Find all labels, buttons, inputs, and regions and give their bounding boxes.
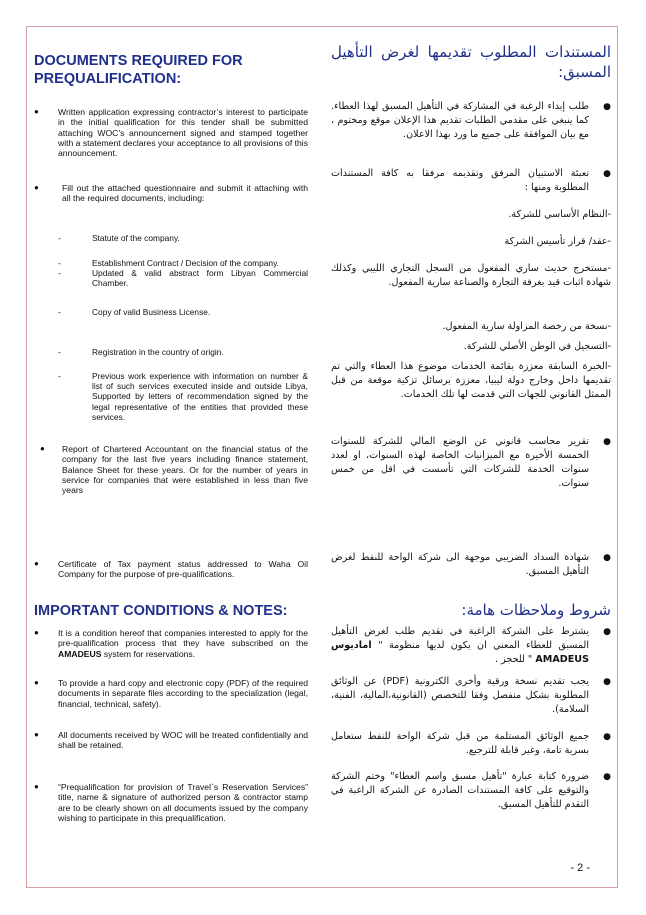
bullet-icon: ● <box>34 730 39 739</box>
ar-sub-license: -نسخة من رخصة المزاولة سارية المفعول. <box>442 321 611 332</box>
en-bullet-accountant: ● Report of Chartered Accountant on the financial status of the company for the last five years including finance statement, Balance Sheet for these years. Or for the number of years in service for companies that were established in less than five years <box>40 444 308 496</box>
ar-note-amadeus: ● يشترط على الشركة الراغبة في تقديم طلب لغرض التأهيل المسبق للعطاء المعني ان يكون لديها منظومة " اماديوس AMADEUS " للحجز . <box>331 626 611 665</box>
heading-important-conditions: IMPORTANT CONDITIONS & NOTES: <box>34 603 288 619</box>
en-sub-chamber: - Updated & valid abstract form Libyan Commercial Chamber. <box>58 268 308 289</box>
en-note-copies: ● To provide a hard copy and electronic copy (PDF) of the required documents in separate files according to the specialization (legal, financial, technical, safety). <box>34 678 308 709</box>
en-sub-statute: - Statute of the company. <box>58 233 180 243</box>
ar-bullet-application: ● طلب إبداء الرغبة في المشاركة في التأهيل المسبق لهذا العطاء. كما ينبغي على مقدمي الطلبات تقديم هذا الإعلان موقع ومختوم ، مع بيان الموافقة على جميع ما ورد بهذا الاعلان. <box>331 101 611 140</box>
bullet-icon: ● <box>34 559 39 568</box>
en-sub-experience: - Previous work experience with information on number & list of such services executed inside and outside Libya, Supported by letters of recommendation signed by the legal representative of the entities that provided these services. <box>58 371 308 422</box>
en-sub-license: - Copy of valid Business License. <box>58 307 211 317</box>
bullet-icon: ● <box>34 678 39 687</box>
bullet-icon: ● <box>40 444 45 453</box>
bullet-icon: ● <box>603 169 611 179</box>
bullet-icon: ● <box>34 107 39 116</box>
bullet-icon: ● <box>34 782 39 791</box>
en-note-amadeus: ● It is a condition hereof that companies interested to apply for the pre-qualification process that they have subscribed on the AMADEUS system for reservations. <box>34 628 308 659</box>
bullet-icon: ● <box>603 437 611 447</box>
bullet-icon: ● <box>603 732 611 742</box>
bullet-icon: ● <box>603 772 611 782</box>
en-note-confidential: ● All documents received by WOC will be treated confidentially and shall be retained. <box>34 730 308 751</box>
ar-note-title-stamp: ● ضرورة كتابة عبارة "تأهيل مسبق واسم العطاء" وختم الشركة والتوقيع على كافة المستندات الصادرة عن الشركة الراغبة في التقدم للتأهيل المسبق. <box>331 771 611 810</box>
ar-bullet-accountant: ● تقرير محاسب قانوني عن الوضع المالي للشركة للسنوات الخمسة الأخيرة مع الميزانيات الخاصة لهذه السنوات، او لعدد سنوات الخدمة للشركات التي تأسست في اقل من خمس سنوات. <box>331 436 611 489</box>
en-note-title-stamp: ● “Prequalification for provision of Travel`s Reservation Services” title, name & signature of authorized person & contractor stamp are to be clearly shown on all documents issued by the company wishing to participate in this prequalification. <box>34 782 308 823</box>
bullet-icon: ● <box>603 627 611 637</box>
en-bullet-application: ● Written application expressing contractor’s interest to participate in the initial qualification for this tender shall be submitted attaching WOC’s announcement signed and stamped together with a statement declares your acceptance to all provisions of this announcement. <box>34 107 308 159</box>
en-sub-registration: - Registration in the country of origin. <box>58 347 224 357</box>
bullet-icon: ● <box>603 553 611 563</box>
ar-sub-chamber: -مستخرج حديث ساري المفعول من السجل التجاري الليبي وكذلك شهادة اثبات قيد بغرفة التجارة والصناعة سارية المفعول. <box>331 263 611 288</box>
bullet-icon: ● <box>603 677 611 687</box>
en-bullet-tax: ● Certificate of Tax payment status addressed to Waha Oil Company for the purpose of pre-qualifications. <box>34 559 308 580</box>
page-number: - 2 - <box>570 862 590 874</box>
ar-note-confidential: ● جميع الوثائق المستلمة من قبل شركة الواحة للنفط ستعامل بسرية تامة، وغير قابلة للترجيع. <box>331 731 611 756</box>
en-bullet-questionnaire: ● Fill out the attached questionnaire and submit it attaching with all the required documents, including: <box>34 183 308 204</box>
ar-heading-documents-required: المستندات المطلوب تقديمها لغرض التأهيل المسبق: <box>331 43 611 81</box>
ar-sub-statute: -النظام الأساسي للشركة. <box>508 209 611 220</box>
bullet-icon: ● <box>34 628 39 637</box>
en-sub-establishment: - Establishment Contract / Decision of the company. <box>58 258 279 268</box>
bullet-icon: ● <box>603 102 611 112</box>
ar-bullet-questionnaire: ● تعبئة الاستبيان المرفق وتقديمه مرفقا به كافة المستندات المطلوبة ومنها : <box>331 168 611 193</box>
ar-note-copies: ● يجب تقديم نسخة ورقية وأخرى الكترونية (PDF) عن الوثائق المطلوبة بشكل منفصل وفقا للتخصص (القانونية،المالية، الفنية، السلامة). <box>331 676 611 715</box>
ar-bullet-tax: ● شهادة السداد الضريبي موجهة الى شركة الواحة للنفط لغرض التأهيل المسبق. <box>331 552 611 577</box>
bullet-icon: ● <box>34 183 39 192</box>
ar-sub-establishment: -عقد/ قرار تأسيس الشركة <box>504 236 611 247</box>
ar-sub-registration: -التسجيل في الوطن الأصلي للشركة. <box>463 341 611 352</box>
ar-sub-experience: -الخبرة السابقة معززة بقائمة الخدمات موضوع هذا العطاء والتي تم تقديمها داخل وخارج دولة ليبيا، معززة برسائل تزكية موقعة من قبل الممثل القانوني للجهات التي قدمت لها تلك الخدمات. <box>331 361 611 400</box>
ar-heading-important-conditions: شروط وملاحظات هامة: <box>461 601 611 619</box>
heading-documents-required: DOCUMENTS REQUIRED FOR PREQUALIFICATION: <box>34 53 243 87</box>
